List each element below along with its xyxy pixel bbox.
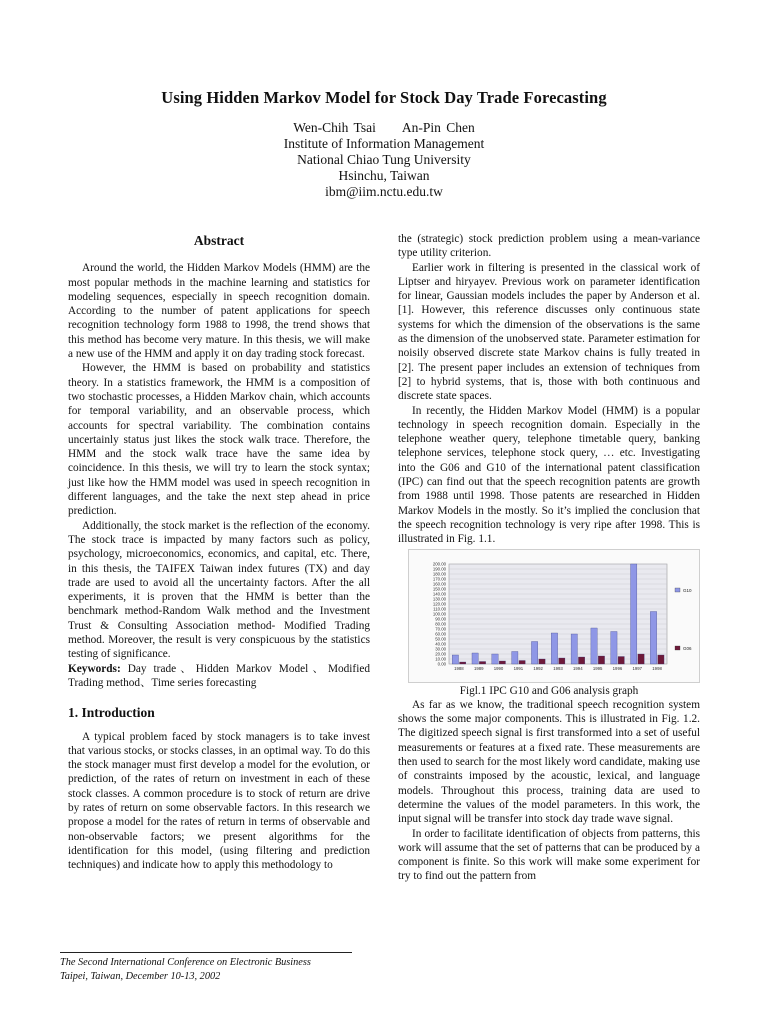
x-tick-label: 1993 xyxy=(553,665,563,671)
figure-caption: Figl.1 IPC G10 and G06 analysis graph xyxy=(459,684,639,697)
left-column xyxy=(68,234,370,872)
bar-g10 xyxy=(631,564,637,664)
abstract-paragraph: Around the world, the Hidden Markov Models (HMM) are the most popular methods in the machine learning and statistics for modeling sequences, especially in speech recognition domain. According to the number of patent applications for speech recognition technology form 1988 to 1998, the trend shows that this method has become very mature. In this thesis, we will make a new use of the HMM and apply it on day trading stock forecast. xyxy=(68,262,370,361)
y-tick-label: 50.00 xyxy=(435,636,446,642)
bar-g06 xyxy=(519,660,525,664)
author-email: ibm@iim.nctu.edu.tw xyxy=(325,184,443,199)
y-tick-label: 120.00 xyxy=(432,601,446,607)
introduction-paragraph: A typical problem faced by stock managers is to take invest that various stocks, or stocks classes, in an optimal way. To do this the stock manager must first develop a model for the evolution, or prediction, of the rates of return on investment in each of these stock classes. A common procedure is to stock of return are drive by rates of return on some observable factors. In this research we propose a model for the rates of return in terms of observable and non-observable factors; we present algorithms for the identification for this model, (using filtering and prediction techniques) and indicate how to apply this methodology to xyxy=(68,730,370,872)
bar-g06 xyxy=(499,661,505,664)
bar-g06 xyxy=(658,655,664,664)
bar-g06 xyxy=(638,654,644,664)
bar-g06 xyxy=(578,657,584,664)
x-tick-label: 1995 xyxy=(592,665,603,671)
bar-g10 xyxy=(571,634,577,664)
bar-g06 xyxy=(539,659,545,664)
right-column xyxy=(398,232,700,884)
footer-line-1: The Second International Conference on Electronic Business xyxy=(60,957,311,968)
bar-g10 xyxy=(452,655,458,664)
footer-line-2: Taipei, Taiwan, December 10-13, 2002 xyxy=(60,970,221,982)
affiliation-line-1: Institute of Information Management xyxy=(283,136,485,151)
y-tick-label: 80.00 xyxy=(435,621,446,627)
x-tick-label: 1991 xyxy=(513,665,524,671)
keywords-label: Keywords: xyxy=(68,662,121,675)
ipc-analysis-figure xyxy=(408,549,700,683)
bar-g06 xyxy=(460,662,466,664)
y-tick-label: 60.00 xyxy=(435,631,446,637)
abstract-paragraph: However, the HMM is based on probability and statistics theory. In a statistics framework, the HMM is a composition of two stochastic processes, a Hidden Markov chain, which accounts for temporal variability, and an observable process, which accounts for spectral variability. The combination contains uncertainly status just likes the stock walk trace. Therefore, the HMM and the stock walk trace have the same idea by coincidence. In this thesis, we will try to learn the stock syntax; just like how the HMM model was used in speech recognition in different languages, and the take the next step ahead in price prediction. xyxy=(68,362,370,518)
bar-g06 xyxy=(598,656,604,664)
y-tick-label: 100.00 xyxy=(432,611,446,617)
x-tick-label: 1998 xyxy=(652,665,662,671)
bar-g06 xyxy=(559,658,565,664)
y-tick-label: 40.00 xyxy=(435,641,446,647)
y-tick-label: 130.00 xyxy=(432,596,446,602)
x-tick-label: 1989 xyxy=(473,665,484,671)
x-tick-label: 1988 xyxy=(454,665,464,671)
introduction-heading: 1. Introduction xyxy=(68,705,155,721)
x-tick-label: 1992 xyxy=(533,665,543,671)
body-paragraph: In recently, the Hidden Markov Model (HMM) is a popular technology in speech recognition domain. Especially in the telephone weather query, telephone timetable query, banking telephone services, telephone stock query, … etc. Investigating into the G06 and G10 of the international patent classification (IPC) can find out that the speech recognition patents are growth from 1988 until 1998. Those patents are researched in Hidden Markov Models in the mostly. So it’s implied the conclusion that the speech recognition technology is very ripe after 1998. This is illustrated in Fig. 1.1. xyxy=(398,404,700,546)
bar-g10 xyxy=(611,631,617,664)
y-tick-label: 180.00 xyxy=(432,571,446,577)
abstract-paragraph: Additionally, the stock market is the reflection of the economy. The stock trace is impacted by many factors such as policy, psychology, microeconomics, economics, and capital, etc. There, in this thesis, the TAIFEX Taiwan index futures (TX) and day trade are used to avoid all the uncertainty factors. After the all experiments, it is proven that the HMM is better than the benchmark method-Random Walk method and the Investment Trust & Consulting Association method- Modified Trading method. Moreover, the result is very conspicuous by the statistics testing of significance. xyxy=(68,519,370,661)
y-tick-label: 190.00 xyxy=(432,566,446,572)
affiliation-line-2: National Chiao Tung University xyxy=(297,152,471,167)
bar-g10 xyxy=(492,654,498,664)
legend-swatch xyxy=(675,646,680,650)
y-tick-label: 160.00 xyxy=(432,581,446,587)
x-tick-label: 1994 xyxy=(573,665,583,671)
y-tick-label: 110.00 xyxy=(433,606,446,612)
legend-label: G06 xyxy=(683,645,692,651)
bar-chart xyxy=(409,550,699,682)
y-tick-label: 70.00 xyxy=(435,626,446,632)
bar-g10 xyxy=(472,653,478,664)
bar-g10 xyxy=(650,611,656,664)
legend-swatch xyxy=(675,588,680,592)
author-2: An-Pin Chen xyxy=(401,120,475,135)
body-paragraph: In order to facilitate identification of objects from patterns, this work will assume that the set of patterns that can be produced by a component is finite. So this work will make some experiment for try to find out the pattern from xyxy=(398,827,700,883)
y-tick-label: 200.00 xyxy=(432,561,446,567)
keywords-text: Day trade、Hidden Markov Model、Modified Trading method、Time series forecasting xyxy=(68,662,370,689)
body-paragraph: the (strategic) stock prediction problem using a mean-variance type utility criterion. xyxy=(398,233,700,260)
bar-g10 xyxy=(512,651,518,664)
x-tick-label: 1997 xyxy=(632,665,643,671)
y-tick-label: 90.00 xyxy=(435,616,446,622)
author-block xyxy=(0,120,768,200)
body-paragraph: As far as we know, the traditional speech recognition system shows the some major components. This is illustrated in Fig. 1.2. The digitized speech signal is first transformed into a set of useful measurements or features at a fixed rate. These measurements are then used to search for the most likely word candidate, making use of constraints imposed by the acoustic, lexical, and language models. Throughout this process, training data are used to determine the values of the model parameters. In this work, the input signal will be transfer into stock day trade wave signal. xyxy=(398,698,700,826)
bar-g10 xyxy=(551,633,557,664)
y-tick-label: 0.00 xyxy=(437,661,446,667)
author-names xyxy=(0,120,768,136)
abstract-heading: Abstract xyxy=(193,233,245,248)
keywords-line xyxy=(68,662,370,691)
body-paragraph: Earlier work in filtering is presented in the classical work of Liptser and hiryayev. Previous work on parameter identification for linear, Gaussian models includes the paper by Anderson et al. [1]. However, this reference discusses only continuous state systems for which the dimension of the observations is the same as the dimension of the unobserved state. Parameter estimation for noisily observed discrete state Markov chains is fully treated in [2]. The present paper includes an extension of techniques from [2] to hybrid systems, that is, those with both continuous and discrete state spaces. xyxy=(398,261,700,403)
affiliation-line-3: Hsinchu, Taiwan xyxy=(338,168,430,183)
y-tick-label: 20.00 xyxy=(435,651,446,657)
y-tick-label: 170.00 xyxy=(432,576,446,582)
legend-label: G10 xyxy=(683,587,692,593)
y-tick-label: 30.00 xyxy=(435,646,446,652)
y-tick-label: 150.00 xyxy=(432,586,446,592)
x-tick-label: 1996 xyxy=(612,665,623,671)
x-tick-label: 1990 xyxy=(493,665,504,671)
author-1: Wen-Chih Tsai xyxy=(293,120,376,135)
bar-g06 xyxy=(479,661,485,664)
bar-g06 xyxy=(618,656,624,664)
y-tick-label: 10.00 xyxy=(435,656,446,662)
paper-title: Using Hidden Markov Model for Stock Day Trade Forecasting xyxy=(161,88,607,107)
y-tick-label: 140.00 xyxy=(432,591,446,597)
conference-footer xyxy=(60,952,352,983)
bar-g10 xyxy=(591,628,597,664)
bar-g10 xyxy=(531,641,537,664)
